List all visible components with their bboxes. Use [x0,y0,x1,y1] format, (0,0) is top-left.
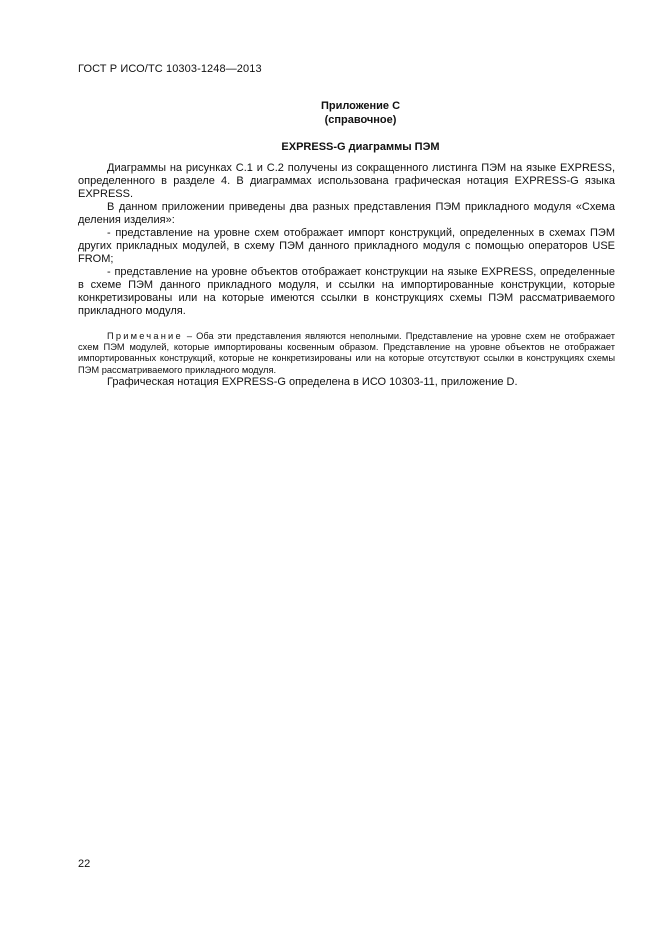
paragraph-express-g-reference: Графическая нотация EXPRESS-G определена в ИСО 10303-11, приложение D. [107,375,518,388]
page-number: 22 [78,858,91,870]
appendix-subtitle: (справочное) [324,114,397,126]
section-title: EXPRESS-G диаграммы ПЭМ [281,141,440,153]
spacer [78,318,615,331]
note-label: Примечание [107,331,183,341]
paragraph-diagrams-origin: Диаграммы на рисунках С.1 и С.2 получены из сокращенного листинга ПЭМ на языке EXPRESS, определенного в разделе 4. В диаграммах использована графическая нотация EXPRESS-G языка EXPRESS. [78,162,615,200]
note-separator: – [182,331,197,341]
paragraph-schema-level: - представление на уровне схем отображает импорт конструкций, определенных в схемах ПЭМ других прикладных модулей, в схему ПЭМ данного прикладного модуля с помощью операторов USE FROM; [78,227,615,265]
note-text: Оба эти представления являются неполными. Представление на уровне схем не отображает схем ПЭМ модулей, которые импортированы косвенным образом. Представление на уровне объектов не отображает импортированных конструкций, которые не конкретизированы или на которые отсутствуют ссылки в конструкциях схемы ПЭМ рассматриваемого прикладного модуля. [78,331,615,375]
note-paragraph [78,331,615,376]
paragraph-entity-level: - представление на уровне объектов отображает конструкции на языке EXPRESS, определенные в схеме ПЭМ данного прикладного модуля, и ссылки на импортированные конструкции, которые конкретизированы или на которые имеются ссылки в конструкциях схемы ПЭМ рассматриваемого прикладного модуля. [78,266,615,317]
document-code-header: ГОСТ Р ИСО/ТС 10303-1248—2013 [78,63,262,75]
paragraph-two-views: В данном приложении приведены два разных представления ПЭМ прикладного модуля «Схема деления изделия»: [78,201,615,226]
body-text [78,162,615,389]
appendix-title: Приложение С [320,100,401,112]
